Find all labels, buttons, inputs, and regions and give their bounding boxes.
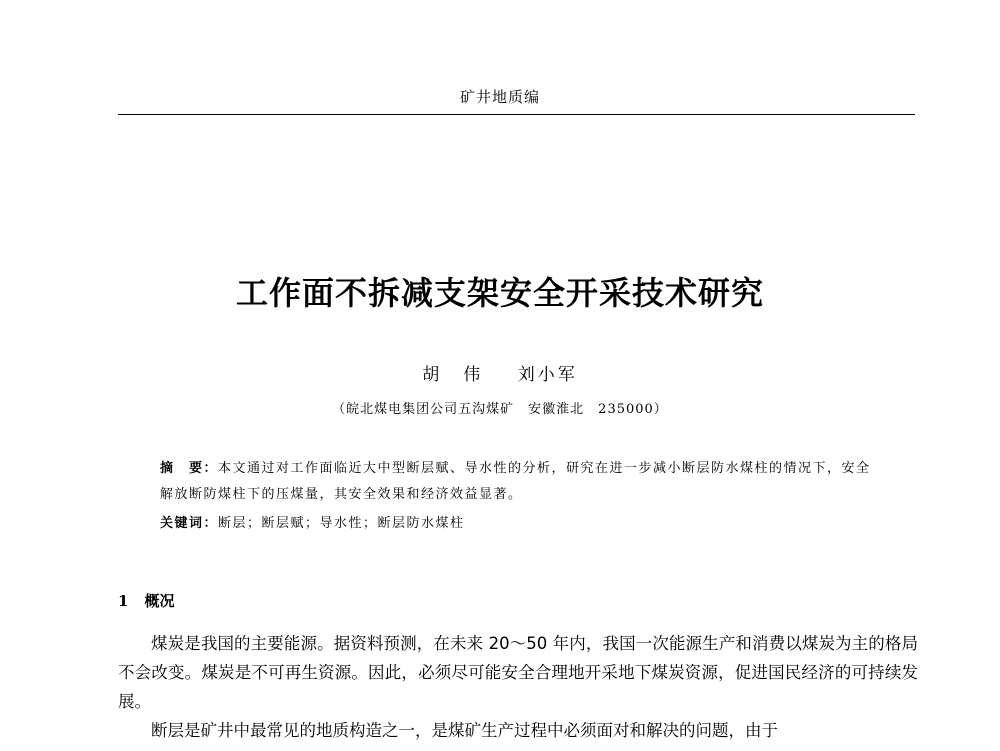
abstract-text: 本文通过对工作面临近大中型断层赋、导水性的分析，研究在进一步减小断层防水煤柱的情况下，安全解放断防煤柱下的压煤量，其安全效果和经济效益显著。: [160, 461, 871, 502]
keywords: [160, 511, 882, 537]
body-paragraph: 断层是矿井中最常见的地质构造之一，是煤矿生产过程中必须面对和解决的问题，由于: [151, 721, 778, 740]
section-number: 1: [118, 592, 129, 610]
author-name: 刘小军: [517, 365, 578, 385]
keywords-text: 断层；断层赋；导水性；断层防水煤柱: [218, 516, 465, 531]
section-heading: [118, 590, 174, 611]
author-list: [0, 360, 1000, 385]
author-affiliation: （皖北煤电集团公司五沟煤矿 安徽淮北 235000）: [332, 402, 668, 417]
section-title: 概况: [144, 592, 175, 610]
article-title: 工作面不拆减支架安全开采技术研究: [235, 274, 764, 312]
section-body: [118, 629, 918, 745]
author-name: 胡伟: [422, 365, 505, 385]
header-rule: [118, 114, 915, 115]
abstract-label: 摘 要：: [160, 461, 219, 476]
abstract: [160, 456, 882, 508]
keywords-label: 关键词：: [160, 516, 219, 531]
body-paragraph: 煤炭是我国的主要能源。据资料预测，在未来 20～50 年内，我国一次能源生产和消费以煤炭为主的格局不会改变。煤炭是不可再生资源。因此，必须尽可能安全合理地开采地下煤炭资源，促进国民经济的可持续发展。: [118, 634, 918, 711]
running-header: 矿井地质编: [459, 88, 540, 106]
